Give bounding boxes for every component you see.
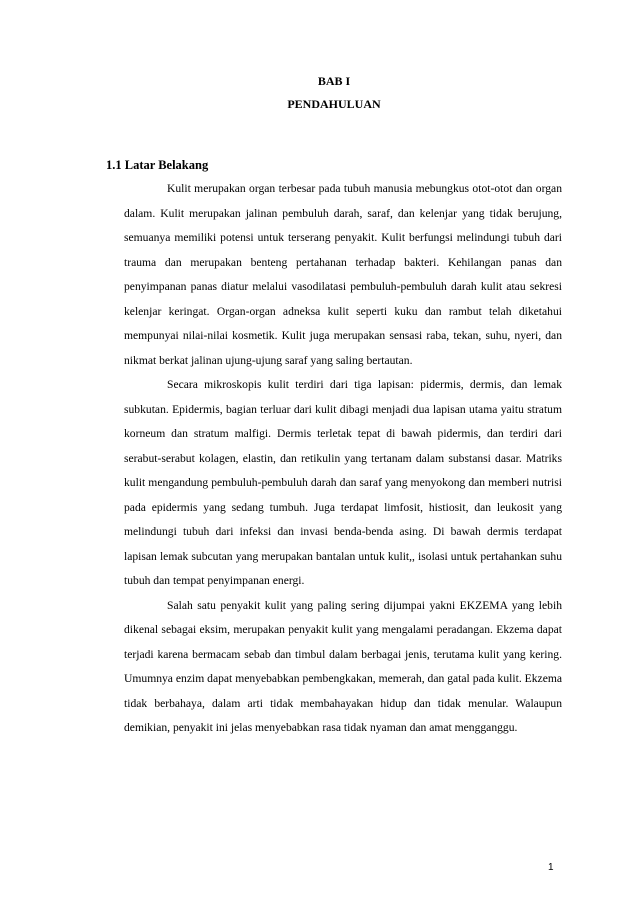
paragraph: Kulit merupakan organ terbesar pada tubuh manusia mebungkus otot-otot dan organ dalam. Kulit merupakan jalinan pembuluh darah, saraf, dan kelenjar yang tidak berujung, semuanya memiliki potensi untuk terserang penyakit. Kulit berfungsi melindungi tubuh dari trauma dan merupakan benteng pertahanan terhadap bakteri. Kehilangan panas dan penyimpanan panas diatur melalui vasodilatasi pembuluh-pembuluh darah kulit atau sekresi kelenjar keringat. Organ-organ adneksa kulit seperti kuku dan rambut telah diketahui mempunyai nilai-nilai kosmetik. Kulit juga merupakan sensasi raba, tekan, suhu, nyeri, dan nikmat berkat jalinan ujung-ujung saraf yang saling bertautan.: [124, 182, 562, 367]
body-text: [124, 177, 562, 741]
chapter-number: BAB I: [317, 74, 351, 88]
section-heading: 1.1 Latar Belakang: [106, 158, 209, 172]
paragraph: Secara mikroskopis kulit terdiri dari tiga lapisan: pidermis, dermis, dan lemak subkutan. Epidermis, bagian terluar dari kulit dibagi menjadi dua lapisan utama yaitu stratum korneum dan stratum malfigi. Dermis terletak tepat di bawah pidermis, dan terdiri dari serabut-serabut kolagen, elastin, dan retikulin yang tertanam dalam substansi dasar. Matriks kulit mengandung pembuluh-pembuluh darah dan saraf yang menyokong dan memberi nutrisi pada epidermis yang sedang tumbuh. Juga terdapat limfosit, histiosit, dan leukosit yang melindungi tubuh dari infeksi dan invasi benda-benda asing. Di bawah dermis terdapat lapisan lemak subcutan yang merupakan bantalan untuk kulit,, isolasi untuk pertahankan suhu tubuh dan tempat penyimpanan energi.: [124, 378, 562, 587]
page-number: 1: [548, 862, 554, 873]
paragraph: Salah satu penyakit kulit yang paling sering dijumpai yakni EKZEMA yang lebih dikenal sebagai eksim, merupakan penyakit kulit yang mengalami peradangan. Ekzema dapat terjadi karena bermacam sebab dan timbul dalam berbagai jenis, terutama kulit yang kering. Umumnya enzim dapat menyebabkan pembengkakan, memerah, dan gatal pada kulit. Ekzema tidak berbahaya, dalam arti tidak membahayakan hidup dan tidak menular. Walaupun demikian, penyakit ini jelas menyebabkan rasa tidak nyaman dan amat mengganggu.: [124, 598, 562, 734]
chapter-title: PENDAHULUAN: [287, 97, 381, 111]
